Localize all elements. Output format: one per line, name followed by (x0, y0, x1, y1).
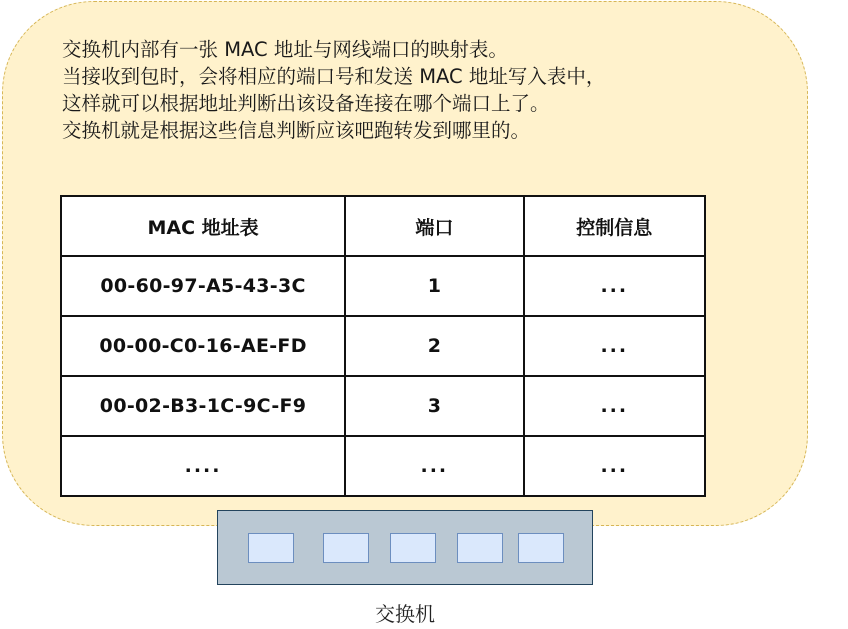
description-text (62, 36, 762, 144)
description-line-1: 交换机内部有一张 MAC 地址与网线端口的映射表。 (62, 38, 508, 61)
control-cell: ... (524, 256, 705, 316)
header-control-info: 控制信息 (524, 196, 705, 256)
switch-port-5 (518, 533, 564, 563)
mac-cell: .... (61, 436, 345, 496)
description-line-3: 这样就可以根据地址判断出该设备连接在哪个端口上了。 (62, 92, 550, 115)
port-cell: 3 (345, 376, 523, 436)
table-row (61, 256, 705, 316)
port-cell: 1 (345, 256, 523, 316)
table-row (61, 376, 705, 436)
table-header-row (61, 196, 705, 256)
switch-port-1 (248, 533, 294, 563)
control-cell: ... (524, 376, 705, 436)
switch-port-4 (457, 533, 503, 563)
port-cell: 2 (345, 316, 523, 376)
switch-port-2 (323, 533, 369, 563)
switch-port-3 (390, 533, 436, 563)
mac-cell: 00-02-B3-1C-9C-F9 (61, 376, 345, 436)
control-cell: ... (524, 316, 705, 376)
mac-cell: 00-00-C0-16-AE-FD (61, 316, 345, 376)
switch-label: 交换机 (375, 602, 435, 626)
port-cell: ... (345, 436, 523, 496)
table-row (61, 316, 705, 376)
description-line-4: 交换机就是根据这些信息判断应该吧跑转发到哪里的。 (62, 119, 531, 142)
header-port: 端口 (345, 196, 523, 256)
control-cell: ... (524, 436, 705, 496)
table-row (61, 436, 705, 496)
switch-device (217, 510, 593, 585)
mac-cell: 00-60-97-A5-43-3C (61, 256, 345, 316)
description-line-2: 当接收到包时，会将相应的端口号和发送 MAC 地址写入表中， (62, 65, 606, 88)
mac-address-table (60, 195, 706, 497)
header-mac-address: MAC 地址表 (61, 196, 345, 256)
